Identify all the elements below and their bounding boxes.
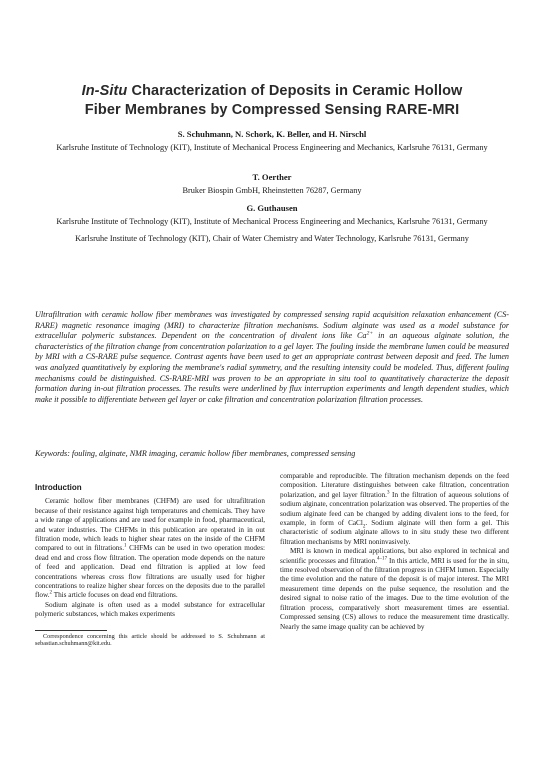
title-line-1 — [40, 82, 504, 101]
text-run: comparable and reproducible. The filtration mechanism depends on the feed composition. Literature distinguishes between cake filtration, concentration polarization, and gel layer filtration. — [280, 472, 509, 499]
author-group-2 — [40, 172, 504, 196]
text-run: CHFMs can be used in two operation modes: dead end and cross flow filtration. The operation mode depends on the nature of feed and application. Dead end filtration is applied at low feed concentrations whereas cross flow filtrations are usually used for higher concentrations to realize higher shear forces on the deposits due to the parallel flow. — [35, 544, 265, 600]
section-heading: Introduction — [35, 483, 82, 492]
affiliation: Karlsruhe Institute of Technology (KIT), Institute of Mechanical Process Engineering and Mechanics, Karlsruhe 76131, Germany — [56, 143, 488, 152]
footnote-divider — [35, 630, 107, 631]
title-line-2: Fiber Membranes by Compressed Sensing RARE-MRI — [84, 102, 460, 118]
intro-paragraph-2: Sodium alginate is often used as a model substance for extracellular polymeric substances, which makes experiments — [35, 600, 265, 619]
text-run: In the filtration of aqueous solutions of sodium alginate, concentration polarization was observed. The properties of the sodium alginate feed can be changed by adding divalent ions to the feed, for example, in form of CaCl — [280, 490, 509, 528]
affiliation: Karlsruhe Institute of Technology (KIT), Institute of Mechanical Process Engineering and Mechanics, Karlsruhe 76131, Germany — [56, 217, 488, 226]
text-run: Ceramic hollow fiber membranes (CHFM) are used for ultrafiltration because of their resistance against high temperatures and chemicals. They have a wide range of applications and are used for example in food, pharmaceutical, and water industries. The CHFMs in this publication are operated in in out filtration mode, which leads to higher shear rates on the inside of the CHFM compared to out in filtrations. — [35, 497, 265, 553]
abstract-part-2: in an aqueous alginate solution, the characteristics of the filtration change from concentration polarization to a gel layer. The fouling inside the membrane lumen could be measured by MRI with a CS-RARE pulse sequence. Contrast agents have been used to get an appropriate contrast between deposit and feed. The lumen was analyzed quantitatively by exploring the membrane's radial symmetry, and the resulting intensity could be modeled. Thus, different fouling mechanisms could be distinguished. CS-RARE-MRI was proven to be an appropriate in situ tool to quantitatively characterize the deposit formation during in-out filtration processes. The results were underlined by flux interruption experiments and length dependent studies, which make it possible to differentiate between gel layer or cake filtration and concentration polarization filtration processes. — [35, 331, 510, 404]
author-group-3 — [40, 203, 504, 244]
right-paragraph-1 — [280, 472, 509, 547]
right-column — [280, 472, 509, 632]
citation: 3 — [386, 490, 390, 496]
affiliation: Bruker Biospin GmbH, Rheinstetten 76287, Germany — [182, 186, 362, 195]
text-run: This article focuses on dead end filtrations. — [52, 591, 178, 600]
authors: G. Guthausen — [246, 203, 298, 213]
text-run: . Sodium alginate will then form a gel. This characteristic of sodium alginate allows to in situ study these two different filtration mechanisms by MRI noninvasively. — [280, 519, 510, 546]
text-run: In this article, MRI is used for the in situ, time resolved observation of the filtration progress in CHFM lumen. Especially the time evolution and the nature of the deposit is of major interest. The MRI measurement time depends on the pulse sequence, the resolution and the desired signal to noise ratio of the images. Due to the time evolution of the filtration process, comparatively short measurement times are essential. Compressed sensing (CS) allows to reduce the measurement time drastically. Nearly the same image quality can be achieved by — [280, 556, 509, 631]
abstract-superscript: 2+ — [366, 330, 374, 337]
right-paragraph-2 — [280, 547, 509, 632]
left-column — [35, 472, 265, 654]
intro-paragraph-1 — [35, 497, 265, 600]
title-emphasis: In-Situ — [81, 83, 128, 99]
title-line-1-rest: Characterization of Deposits in Ceramic Hollow — [127, 83, 463, 99]
authors: T. Oerther — [252, 172, 292, 182]
text-run: MRI is known in medical applications, but also explored in technical and scientific processes and filtration. — [280, 547, 509, 565]
paper-title — [40, 82, 504, 120]
citation: 1 — [124, 544, 127, 550]
abstract-part-1: Ultrafiltration with ceramic hollow fiber membranes was investigated by compressed sensing rapid acquisition relaxation enhancement (CS-RARE) magnetic resonance imaging (MRI) to characterize filtration mechanisms. Sodium alginate was used as a model substance for extracellular polymeric substances. Dependent on the concentration of divalent ions like Ca — [35, 310, 509, 341]
citation: 2 — [49, 591, 53, 597]
footnote: Correspondence concerning this article should be addressed to S. Schuhmann at sebastian.schuhmann@kit.edu. — [35, 632, 265, 648]
affiliation-2: Karlsruhe Institute of Technology (KIT), Chair of Water Chemistry and Water Technology, Karlsruhe 76131, Germany — [75, 234, 469, 243]
subscript: 2 — [362, 524, 366, 530]
author-group-1 — [40, 129, 504, 153]
keywords: Keywords: fouling, alginate, NMR imaging, ceramic hollow fiber membranes, compressed sensing — [35, 449, 356, 458]
citation: 4–17 — [377, 556, 388, 562]
abstract — [35, 310, 509, 405]
authors: S. Schuhmann, N. Schork, K. Beller, and H. Nirschl — [177, 129, 367, 139]
